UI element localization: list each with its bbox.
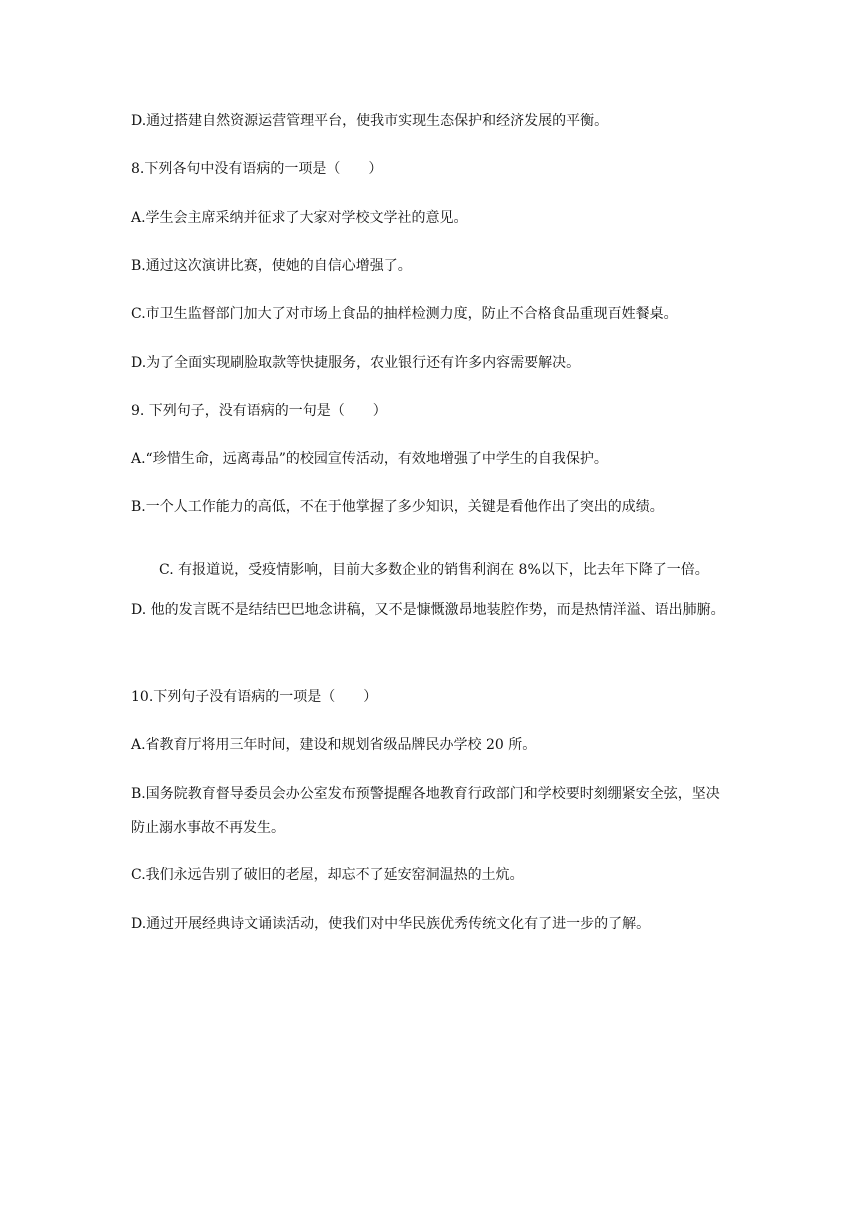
question-9-option-d: D. 他的发言既不是结结巴巴地念讲稿，又不是慷慨激昂地装腔作势，而是热情洋溢、语出肺腑。 [131, 602, 725, 618]
question-9-option-a: A.“珍惜生命，远离毒品”的校园宣传活动，有效地增强了中学生的自我保护。 [131, 451, 608, 467]
question-8-option-d: D.为了全面实现刷脸取款等快捷服务，农业银行还有许多内容需要解决。 [131, 355, 581, 371]
question-10-stem: 10.下列句子没有语病的一项是（ ） [131, 689, 378, 705]
question-8-stem: 8.下列各句中没有语病的一项是（ ） [131, 161, 383, 177]
question-7-option-d: D.通过搭建自然资源运营管理平台，使我市实现生态保护和经济发展的平衡。 [131, 113, 609, 129]
question-10-option-c: C.我们永远告别了破旧的老屋，却忘不了延安窑洞温热的土炕。 [131, 867, 524, 883]
question-8-option-b: B.通过这次演讲比赛，使她的自信心增强了。 [131, 258, 412, 274]
question-8-option-a: A.学生会主席采纳并征求了大家对学校文学社的意见。 [131, 210, 468, 226]
question-10-option-a: A.省教育厅将用三年时间，建设和规划省级品牌民办学校 20 所。 [131, 737, 537, 753]
question-9-option-c: C. 有报道说，受疫情影响，目前大多数企业的销售利润在 8%以下，比去年下降了一倍。 [159, 562, 709, 578]
question-8-option-c: C.市卫生监督部门加大了对市场上食品的抽样检测力度，防止不合格食品重现百姓餐桌。 [131, 306, 678, 322]
question-10-option-b: B.国务院教育督导委员会办公室发布预警提醒各地教育行政部门和学校要时刻绷紧安全弦，坚决防止溺水事故不再发生。 [131, 786, 720, 836]
question-10-option-d: D.通过开展经典诗文诵读活动，使我们对中华民族优秀传统文化有了进一步的了解。 [131, 916, 651, 932]
question-9-option-b: B.一个人工作能力的高低，不在于他掌握了多少知识，关键是看他作出了突出的成绩。 [131, 499, 664, 515]
question-9-stem: 9. 下列句子，没有语病的一句是（ ） [131, 403, 387, 419]
